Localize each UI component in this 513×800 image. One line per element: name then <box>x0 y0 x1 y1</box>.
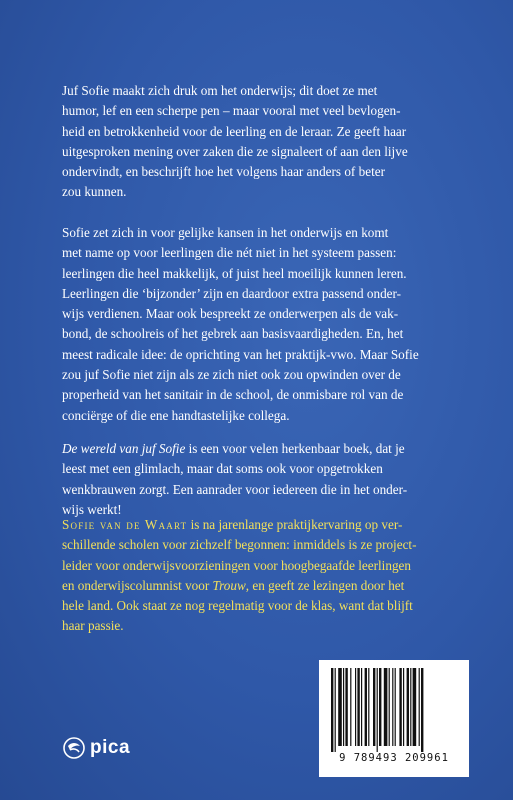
description-paragraph-2 <box>62 223 456 426</box>
text-fragment: is na jarenlange praktijkervaring op ver- <box>187 517 403 532</box>
isbn-barcode <box>319 660 469 777</box>
text-line: bond, de schoolreis of het gebrek aan basisvaardigheden. En, het <box>62 326 404 342</box>
text-line: leider voor onderwijsvoorzieningen voor hoogbegaafde leerlingen <box>62 557 411 573</box>
text-line <box>62 515 456 535</box>
text-line: wenkbrauwen zorgt. Een aanrader voor iedereen die in het onder- <box>62 481 408 497</box>
text-line: meest radicale idee: de oprichting van het praktijk-vwo. Maar Sofie <box>62 346 419 362</box>
text-line: wijs verdienen. Maar ook bespreekt ze onderwerpen als de vak- <box>62 306 399 322</box>
pica-logo-icon <box>63 737 85 759</box>
author-name: Sofie van de Waart <box>62 517 188 532</box>
text-line: Sofie zet zich in voor gelijke kansen in het onderwijs en komt <box>62 225 389 240</box>
text-line: heid en betrokkenheid voor de leerling en de leraar. Ze geeft haar <box>62 123 407 139</box>
text-line: humor, lef en een scherpe pen – maar vooral met veel bevlogen- <box>62 103 401 119</box>
recommendation-paragraph <box>62 439 456 520</box>
text-line <box>62 439 456 459</box>
newspaper-name-italic: Trouw <box>212 577 246 593</box>
text-line: haar passie. <box>62 618 124 634</box>
text-line: conciërge of die ene handtastelijke collega. <box>62 407 290 423</box>
text-line <box>62 576 456 596</box>
text-line: zou juf Sofie niet zijn als ze zich niet ook zou opwinden over de <box>62 367 401 383</box>
text-line: Juf Sofie maakt zich druk om het onderwijs; dit doet ze met <box>62 83 378 98</box>
text-line: properheid van het sanitair in de school, de onmisbare rol van de <box>62 387 404 403</box>
text-line: uitgesproken mening over zaken die ze signaleert of aan den lijve <box>62 143 408 159</box>
isbn-number: 9 789493 209961 <box>339 752 449 764</box>
text-line: Leerlingen die ‘bijzonder’ zijn en daardoor extra passend onder- <box>62 285 402 301</box>
book-title-italic: De wereld van juf Sofie <box>62 441 186 456</box>
text-line: leest met een glimlach, maar dat soms ook voor opgetrokken <box>62 461 383 477</box>
text-fragment: , en geeft ze lezingen door het <box>245 577 405 593</box>
text-line: hele land. Ook staat ze nog regelmatig voor de klas, want dat blijft <box>62 598 413 614</box>
publisher-logo <box>63 736 130 760</box>
text-line: met name op voor leerlingen die nét niet in het systeem passen: <box>62 245 397 261</box>
text-line: zou kunnen. <box>62 184 127 200</box>
text-line: leerlingen die heel makkelijk, of juist heel moeilijk kunnen leren. <box>62 265 407 281</box>
text-line: schillende scholen voor zichzelf begonnen: inmiddels is ze project- <box>62 537 417 553</box>
text-fragment: is een voor velen herkenbaar boek, dat je <box>185 441 405 456</box>
text-fragment: en onderwijscolumnist voor <box>62 577 213 593</box>
author-bio <box>62 515 456 637</box>
publisher-name: pica <box>90 737 131 758</box>
text-line: wijs werkt! <box>62 501 122 517</box>
text-line: ondervindt, en beschrijft hoe het volgens haar anders of beter <box>62 164 385 180</box>
barcode-bars <box>329 668 459 752</box>
description-paragraph-1 <box>62 81 456 203</box>
